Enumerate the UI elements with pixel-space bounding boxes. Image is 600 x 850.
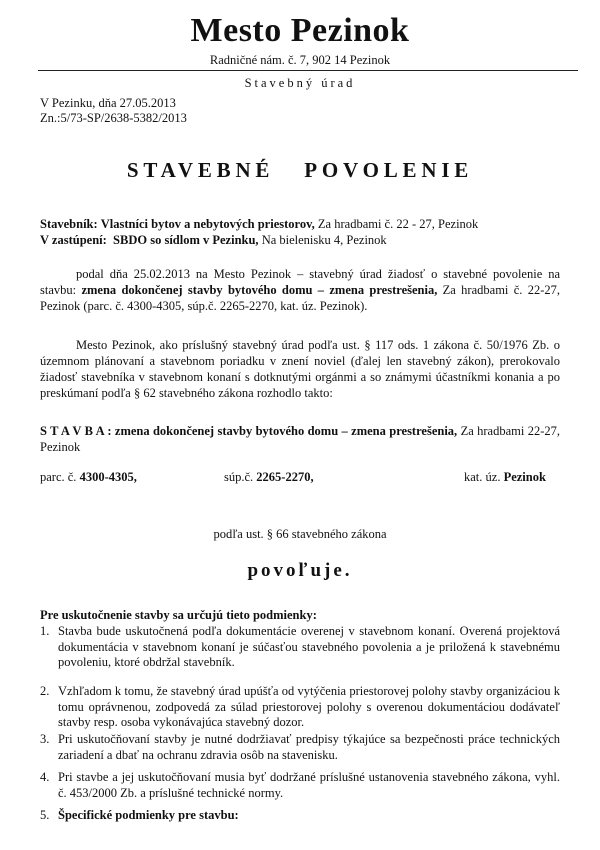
decision-verb: povoľuje. [247, 560, 353, 581]
representative-address: Na bielenisku 4, Pezinok [261, 233, 387, 247]
cadastral-value: Pezinok [503, 470, 546, 484]
condition-number: 2. [40, 684, 50, 698]
parcel-number [40, 470, 137, 485]
condition-text: Špecifické podmienky pre stavbu: [58, 808, 239, 822]
representative-line [40, 232, 560, 248]
decision-basis-paragraph: Mesto Pezinok, ako príslušný stavebný úrad podľa ust. § 117 ods. 1 zákona č. 50/1976 Zb. o územnom plánovaní a stavebnom poriadku v znení noviel (ďalej len stavebný zákon), prerokovalo žiadosť stavebníka v stavebnom konaní s dotknutými orgánmi a so známymi účastníkmi konania a po preskúmaní podľa § 62 stavebného zákona rozhodlo takto: [40, 338, 560, 400]
condition-item [40, 624, 560, 671]
construction-location: Za hradbami 22-27, Pezinok [40, 424, 561, 454]
condition-item [40, 732, 560, 763]
document-title: STAVEBNÉ POVOLENIE [126, 158, 474, 182]
register-label: súp.č. [224, 470, 254, 484]
register-value: 2265-2270, [256, 470, 314, 484]
parcel-value: 4300-4305, [79, 470, 137, 484]
reference-number: Zn.:5/73-SP/2638-5382/2013 [40, 111, 187, 125]
condition-number: 4. [40, 770, 50, 784]
representative-name: SBDO so sídlom v Pezinku, [113, 233, 259, 247]
condition-item [40, 808, 560, 824]
application-paragraph [40, 266, 560, 314]
condition-number: 3. [40, 732, 50, 746]
condition-item [40, 684, 560, 731]
application-text: podal dňa 25.02.2013 na Mesto Pezinok – stavebný úrad žiadosť o stavebné povolenie na stavbu: [40, 267, 560, 297]
register-number [224, 470, 314, 485]
place-date: V Pezinku, dňa 27.05.2013 [40, 96, 176, 110]
condition-number: 5. [40, 808, 50, 822]
builder-line [40, 216, 560, 232]
city-address: Radničné nám. č. 7, 902 14 Pezinok [209, 53, 391, 67]
application-project: zmena dokončenej stavby bytového domu – zmena prestrešenia, [81, 283, 438, 297]
document-meta [40, 96, 187, 126]
construction-label: S T A V B A : [40, 424, 112, 438]
cadastral-label: kat. úz. [464, 470, 501, 484]
builder-address: Za hradbami č. 22 - 27, Pezinok [317, 217, 479, 231]
builder-name: Vlastníci bytov a nebytových priestorov, [100, 217, 315, 231]
builder-label: Stavebník: [40, 217, 98, 231]
construction-name: zmena dokončenej stavby bytového domu – zmena prestrešenia, [114, 424, 458, 438]
legal-basis: podľa ust. § 66 stavebného zákona [213, 527, 387, 541]
builder-block [40, 216, 560, 248]
header-divider [38, 70, 578, 71]
cadastral-area [464, 470, 546, 485]
condition-item [40, 770, 560, 801]
condition-number: 1. [40, 624, 50, 638]
parcel-label: parc. č. [40, 470, 77, 484]
condition-text: Pri stavbe a jej uskutočňovaní musia byť dodržané príslušné ustanovenia stavebného zákona, vyhl. č. 453/2000 Zb. a príslušné technické normy. [58, 770, 560, 800]
construction-paragraph [40, 423, 560, 455]
representative-label: V zastúpení: [40, 233, 107, 247]
office-name: Stavebný úrad [244, 76, 356, 90]
condition-text: Pri uskutočňovaní stavby je nutné dodržiavať predpisy týkajúce sa bezpečnosti práce technických zariadení a dbať na ochranu zdravia osôb na stavenisku. [58, 732, 560, 762]
condition-text: Vzhľadom k tomu, že stavebný úrad upúšťa od vytýčenia priestorovej polohy stavby organizáciou k tomu oprávnenou, zodpovedá za súlad priestorovej polohy s overenou dokumentáciou dodávateľ stavby resp. osoba vykonávajúca stavebný dozor. [58, 684, 560, 729]
condition-text: Stavba bude uskutočnená podľa dokumentácie overenej v stavebnom konaní. Overená projektová dokumentácia v stavebnom konaní je súčasťou stavebného povolenia a je priložená k stavebnému povoleniu, ktoré obdržal stavebník. [58, 624, 560, 669]
application-location: Za hradbami č. 22-27, Pezinok (parc. č. 4300-4305, súp.č. 2265-2270, kat. úz. Pezinok). [40, 283, 560, 313]
city-title: Mesto Pezinok [190, 12, 410, 49]
conditions-heading: Pre uskutočnenie stavby sa určujú tieto podmienky: [40, 608, 317, 622]
